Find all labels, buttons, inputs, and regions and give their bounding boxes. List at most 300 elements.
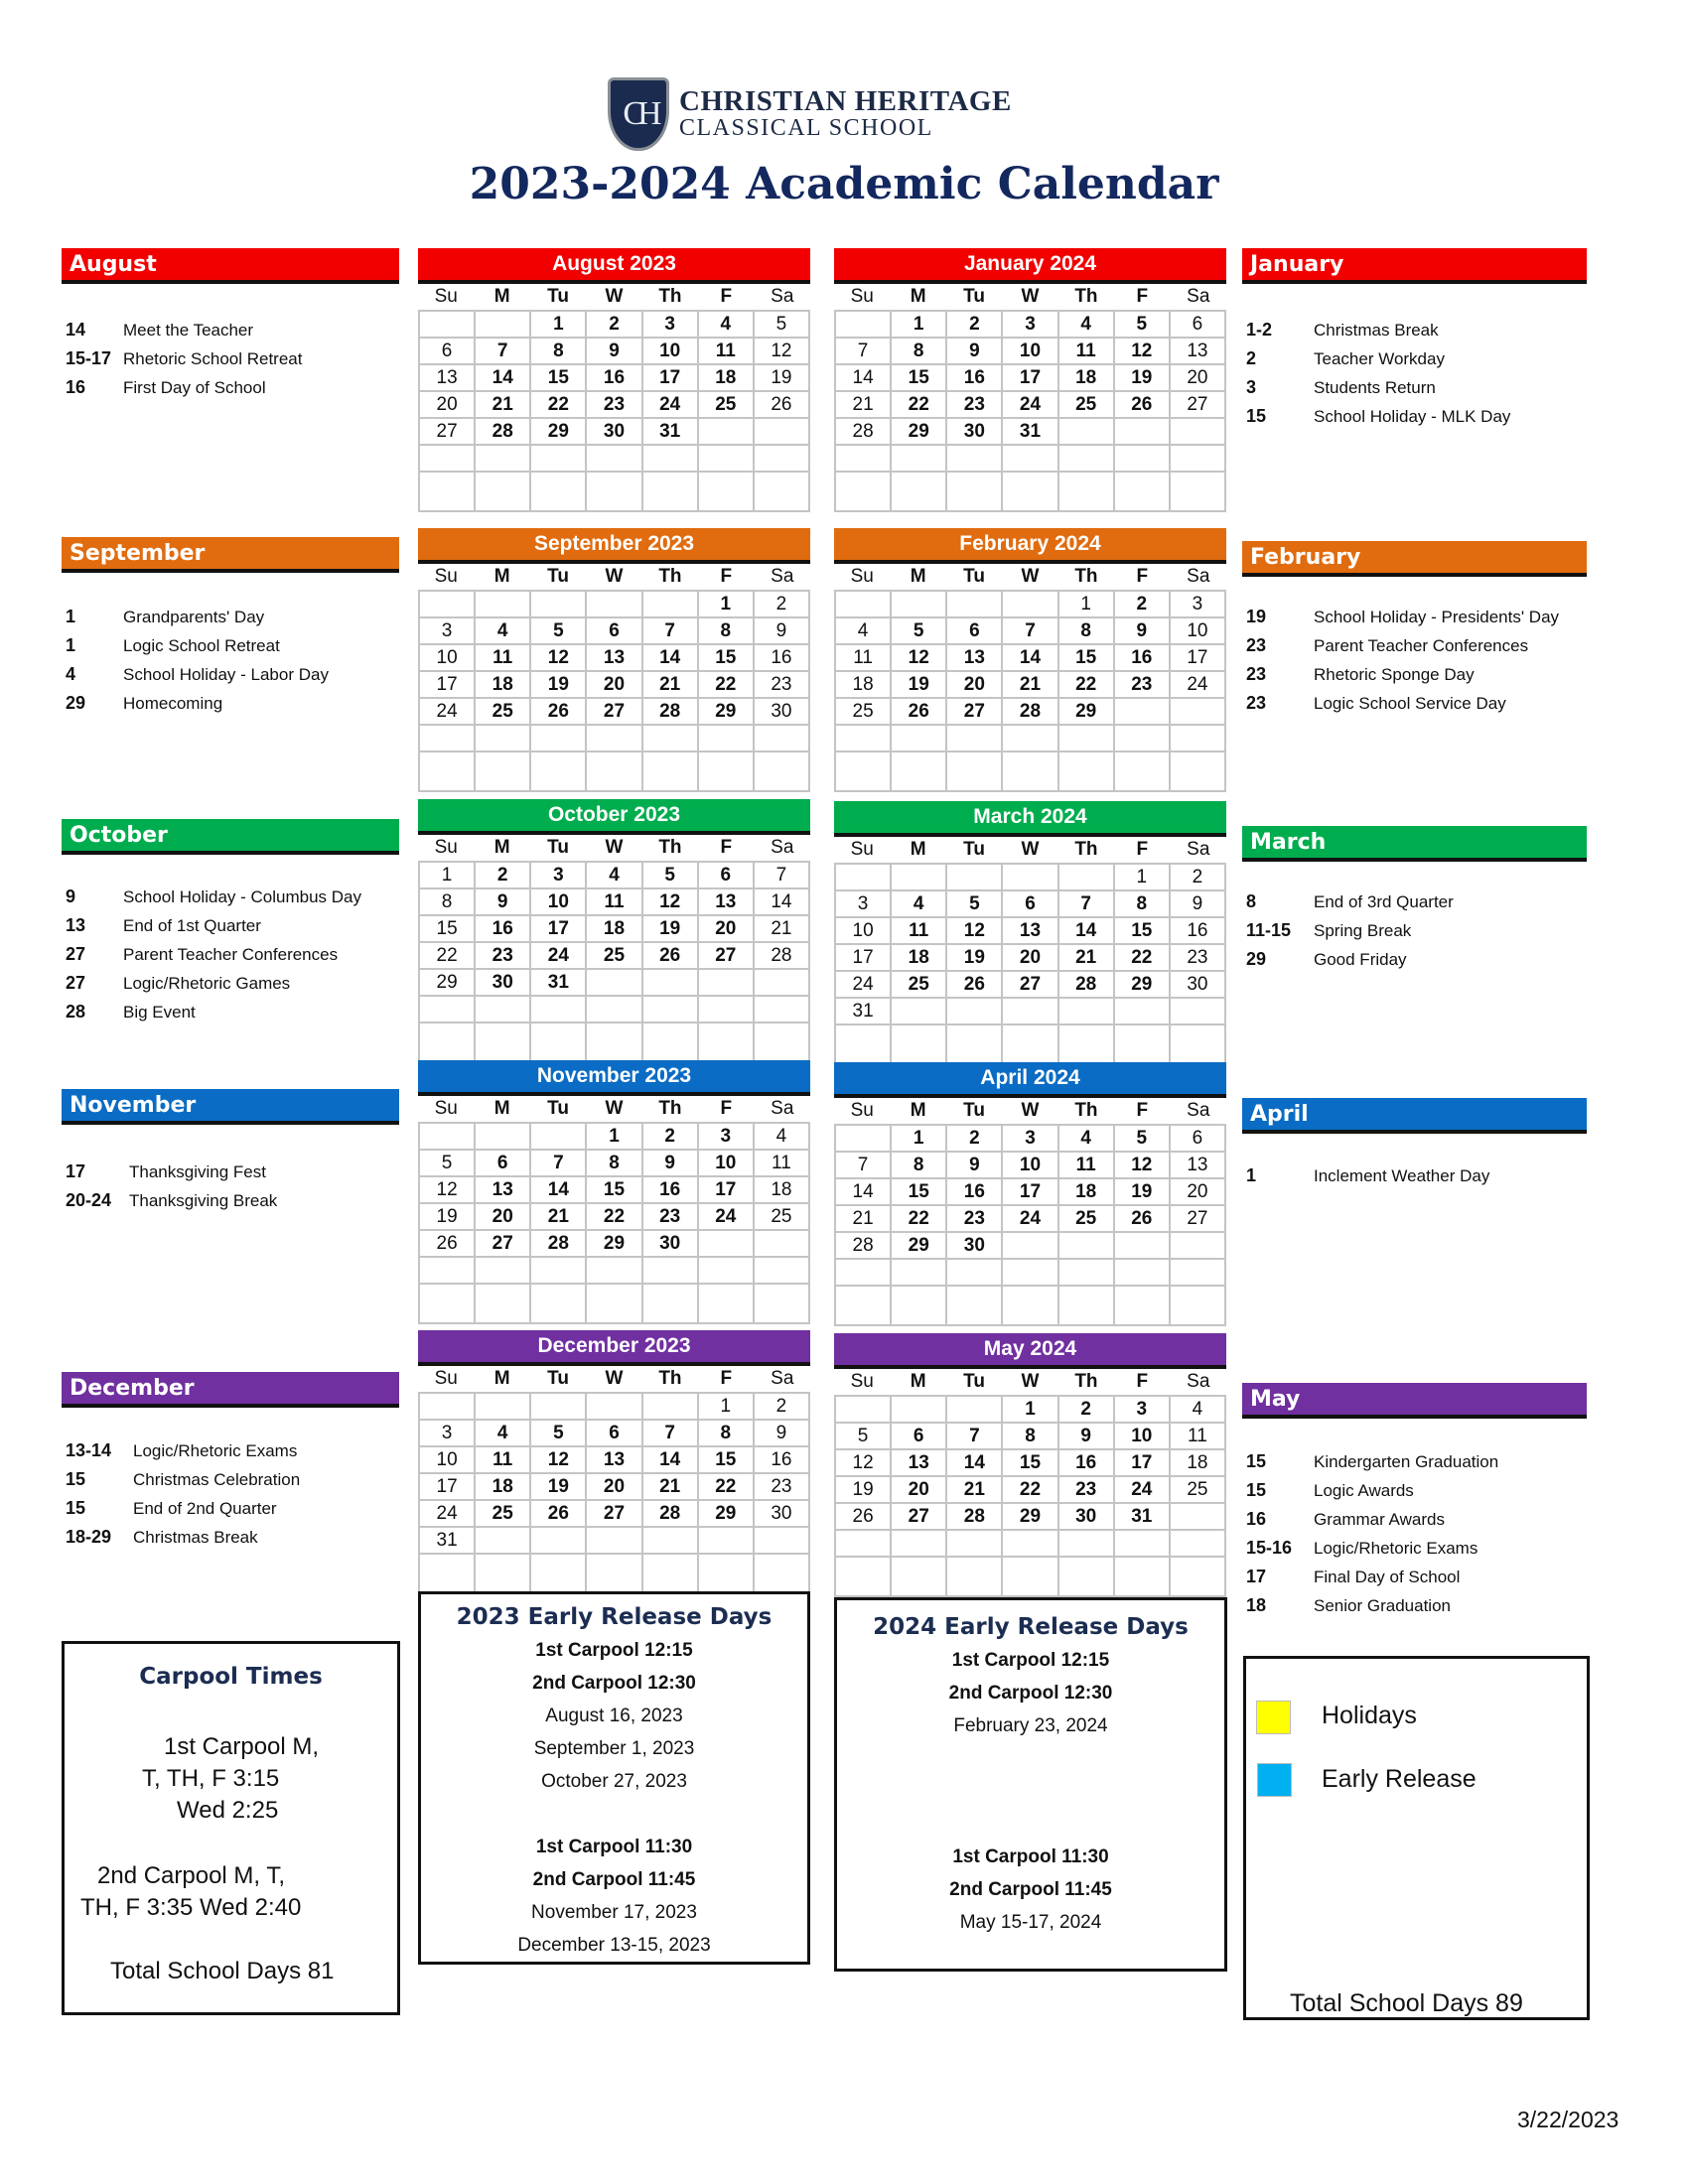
weekday-row: [834, 284, 1226, 310]
event-item: [1246, 373, 1510, 402]
day-cell: [476, 1285, 531, 1324]
day-cell: [1115, 999, 1171, 1025]
early-release-line: August 16, 2023: [545, 1706, 683, 1726]
event-date: 1: [66, 607, 76, 626]
day-cell: 15: [892, 365, 947, 392]
day-cell: [643, 726, 699, 752]
day-cell: [755, 419, 810, 446]
weekday-label: Th: [658, 1098, 682, 1119]
day-cell: [587, 446, 642, 473]
day-cell: 10: [1003, 339, 1058, 365]
day-cell: [476, 312, 531, 339]
early-release-line: [837, 1775, 1224, 1808]
day-cell: [836, 1531, 892, 1558]
day-cell: [755, 726, 810, 752]
day-cell: [420, 473, 476, 512]
day-cell: [1115, 1531, 1171, 1558]
event-item: [1246, 1476, 1498, 1505]
day-cell: 13: [699, 889, 755, 916]
day-cell: 19: [947, 945, 1003, 972]
day-cell: [892, 726, 947, 752]
day-cell: [836, 312, 892, 339]
day-cell: [1115, 699, 1171, 726]
day-cell: 26: [755, 392, 810, 419]
day-cell: 24: [699, 1204, 755, 1231]
day-cell: 3: [531, 863, 587, 889]
day-cell: 29: [699, 699, 755, 726]
event-item: [66, 911, 361, 940]
event-list-march: [1246, 887, 1454, 974]
weekday-label: W: [605, 566, 624, 587]
weekday-label: W: [1021, 1371, 1040, 1392]
event-text: Good Friday: [1314, 950, 1407, 969]
event-text: Kindergarten Graduation: [1314, 1452, 1499, 1471]
event-text: Logic/Rhetoric Exams: [133, 1441, 298, 1460]
day-cell: 1: [699, 1394, 755, 1421]
day-cell: 26: [836, 1504, 892, 1531]
early-release-line: [837, 1742, 1224, 1775]
day-cell: [1003, 473, 1058, 512]
day-cell: 2: [1059, 1397, 1115, 1424]
event-text: Spring Break: [1314, 921, 1412, 940]
day-cell: 19: [1115, 1179, 1171, 1206]
event-text: Homecoming: [123, 694, 223, 713]
carpool-line: 2nd Carpool M, T,: [97, 1862, 285, 1889]
weekday-label: Sa: [771, 1098, 794, 1119]
event-date: 23: [1246, 664, 1267, 684]
event-item: [1246, 1447, 1498, 1476]
day-cell: [1059, 1233, 1115, 1260]
day-cell: 20: [476, 1204, 531, 1231]
event-text: School Holiday - Columbus Day: [123, 887, 361, 906]
day-cell: 1: [1059, 592, 1115, 618]
day-cell: 1: [892, 312, 947, 339]
calendar-day-grid: [418, 1122, 810, 1324]
day-cell: 24: [420, 699, 476, 726]
day-cell: [531, 1258, 587, 1285]
day-cell: 8: [892, 339, 947, 365]
day-cell: 13: [1171, 1153, 1226, 1179]
day-cell: 6: [1003, 891, 1058, 918]
day-cell: [643, 446, 699, 473]
event-list-november: [66, 1158, 277, 1215]
day-cell: 19: [892, 672, 947, 699]
event-item: [1246, 1591, 1498, 1620]
day-cell: 11: [699, 339, 755, 365]
event-item: [1246, 316, 1510, 344]
day-cell: 6: [699, 863, 755, 889]
weekday-label: W: [605, 837, 624, 858]
event-date: 29: [1246, 949, 1267, 969]
event-text: Teacher Workday: [1314, 349, 1445, 368]
weekday-label: Th: [658, 286, 682, 307]
day-cell: 17: [531, 916, 587, 943]
day-cell: 1: [531, 312, 587, 339]
event-item: [66, 1523, 300, 1552]
event-text: Senior Graduation: [1314, 1596, 1451, 1615]
early-release-line: October 27, 2023: [541, 1771, 687, 1792]
day-cell: 12: [643, 889, 699, 916]
day-cell: [947, 1531, 1003, 1558]
day-cell: [1115, 1558, 1171, 1597]
day-cell: [1003, 1025, 1058, 1065]
event-date: 27: [66, 944, 86, 964]
weekday-row: [418, 1096, 810, 1122]
early-release-line: 1st Carpool 12:15: [951, 1650, 1110, 1671]
weekday-label: M: [910, 839, 926, 860]
day-cell: 24: [643, 392, 699, 419]
event-text: Inclement Weather Day: [1314, 1166, 1490, 1185]
day-cell: [531, 1124, 587, 1151]
day-cell: [587, 726, 642, 752]
weekday-label: M: [910, 566, 926, 587]
early-release-line: 1st Carpool 11:30: [535, 1837, 693, 1857]
event-item: [66, 998, 361, 1026]
day-cell: 26: [947, 972, 1003, 999]
day-cell: 8: [420, 889, 476, 916]
day-cell: 21: [643, 672, 699, 699]
early-release-line: 2nd Carpool 11:45: [532, 1869, 696, 1890]
day-cell: [1059, 726, 1115, 752]
event-date: 18-29: [66, 1527, 112, 1547]
day-cell: 15: [1003, 1450, 1058, 1477]
day-cell: [587, 1555, 642, 1594]
day-cell: [947, 1558, 1003, 1597]
day-cell: [643, 473, 699, 512]
early-release-2023-box: [418, 1591, 810, 1965]
day-cell: 23: [1171, 945, 1226, 972]
day-cell: [892, 1025, 947, 1065]
calendar-day-grid: [418, 1392, 810, 1594]
day-cell: 12: [531, 645, 587, 672]
day-cell: 14: [755, 889, 810, 916]
day-cell: 24: [1003, 392, 1058, 419]
day-cell: 25: [476, 1501, 531, 1528]
revision-date: 3/22/2023: [1517, 2107, 1619, 2132]
day-cell: 23: [1115, 672, 1171, 699]
weekday-label: Th: [1074, 839, 1098, 860]
calendar-day-grid: [834, 310, 1226, 512]
day-cell: 7: [643, 1421, 699, 1447]
day-cell: 27: [587, 699, 642, 726]
day-cell: [699, 1231, 755, 1258]
day-cell: [476, 446, 531, 473]
day-cell: 11: [1059, 339, 1115, 365]
day-cell: [476, 473, 531, 512]
day-cell: 18: [476, 1474, 531, 1501]
weekday-label: Sa: [771, 286, 794, 307]
day-cell: 11: [755, 1151, 810, 1177]
weekday-label: Sa: [771, 837, 794, 858]
school-name-line2: CLASSICAL SCHOOL: [679, 115, 933, 141]
day-cell: 30: [755, 1501, 810, 1528]
day-cell: [1171, 419, 1226, 446]
day-cell: 23: [476, 943, 531, 970]
day-cell: [587, 1024, 642, 1063]
day-cell: 6: [1171, 1126, 1226, 1153]
day-cell: 21: [836, 1206, 892, 1233]
day-cell: [836, 752, 892, 792]
day-cell: [643, 1258, 699, 1285]
weekday-label: F: [1136, 1100, 1149, 1121]
weekday-label: F: [1136, 286, 1149, 307]
event-date: 1: [1246, 1165, 1257, 1185]
event-date: 1-2: [1246, 320, 1273, 340]
calendar-september-2023: [418, 528, 810, 792]
day-cell: 1: [699, 592, 755, 618]
day-cell: 15: [420, 916, 476, 943]
calendar-month-header: March 2024: [834, 801, 1226, 837]
event-list-october: [66, 883, 361, 1026]
day-cell: [755, 1258, 810, 1285]
day-cell: 18: [1059, 365, 1115, 392]
calendar-april-2024: [834, 1062, 1226, 1326]
day-cell: 4: [1059, 312, 1115, 339]
day-cell: [1003, 1558, 1058, 1597]
day-cell: 26: [1115, 392, 1171, 419]
day-cell: 26: [531, 1501, 587, 1528]
day-cell: [420, 1124, 476, 1151]
event-item: [66, 689, 329, 718]
day-cell: [1171, 1558, 1226, 1597]
day-cell: [947, 726, 1003, 752]
day-cell: [587, 1528, 642, 1555]
day-cell: 30: [587, 419, 642, 446]
day-cell: 23: [643, 1204, 699, 1231]
day-cell: [1171, 1504, 1226, 1531]
event-text: Logic/Rhetoric Games: [123, 974, 291, 993]
day-cell: 30: [947, 419, 1003, 446]
event-item: [1246, 1505, 1498, 1534]
day-cell: [1115, 473, 1171, 512]
day-cell: 28: [836, 419, 892, 446]
event-text: Rhetoric School Retreat: [123, 349, 303, 368]
day-cell: 13: [476, 1177, 531, 1204]
event-item: [66, 1436, 300, 1465]
early-release-line: 2nd Carpool 12:30: [948, 1683, 1113, 1704]
day-cell: 15: [892, 1179, 947, 1206]
day-cell: 5: [947, 891, 1003, 918]
early-release-swatch: [1257, 1763, 1292, 1797]
day-cell: 6: [587, 618, 642, 645]
day-cell: 3: [643, 312, 699, 339]
weekday-label: Sa: [771, 1368, 794, 1389]
day-cell: 7: [531, 1151, 587, 1177]
event-text: Logic Awards: [1314, 1481, 1414, 1500]
day-cell: [1003, 592, 1058, 618]
day-cell: 9: [643, 1151, 699, 1177]
day-cell: 12: [1115, 339, 1171, 365]
page-title: 2023-2024 Academic Calendar: [469, 159, 1219, 209]
event-list-december: [66, 1436, 300, 1552]
day-cell: 9: [947, 1153, 1003, 1179]
event-text: Christmas Break: [1314, 321, 1439, 340]
event-text: Logic/Rhetoric Exams: [1314, 1539, 1478, 1558]
event-date: 23: [1246, 693, 1267, 713]
day-cell: [1115, 752, 1171, 792]
weekday-label: Su: [434, 837, 458, 858]
day-cell: [420, 1285, 476, 1324]
day-cell: 2: [947, 312, 1003, 339]
day-cell: [1003, 1260, 1058, 1287]
day-cell: 16: [755, 645, 810, 672]
day-cell: [947, 592, 1003, 618]
weekday-row: [418, 284, 810, 310]
legend-box: [1243, 1656, 1590, 2020]
calendar-october-2023: [418, 799, 810, 1063]
weekday-row: [834, 1369, 1226, 1395]
day-cell: [699, 1024, 755, 1063]
event-date: 18: [1246, 1595, 1267, 1615]
day-cell: 29: [892, 1233, 947, 1260]
carpool-line: 1st Carpool M,: [164, 1733, 320, 1760]
event-text: Grandparents' Day: [123, 608, 265, 626]
day-cell: 27: [476, 1231, 531, 1258]
day-cell: 22: [420, 943, 476, 970]
day-cell: 30: [643, 1231, 699, 1258]
day-cell: 25: [836, 699, 892, 726]
day-cell: 14: [476, 365, 531, 392]
weekday-label: W: [605, 1098, 624, 1119]
day-cell: [476, 726, 531, 752]
day-cell: [531, 473, 587, 512]
weekday-label: Su: [434, 1368, 458, 1389]
event-date: 13: [66, 915, 86, 935]
day-cell: 18: [587, 916, 642, 943]
day-cell: 1: [1003, 1397, 1058, 1424]
day-cell: 2: [587, 312, 642, 339]
day-cell: 28: [836, 1233, 892, 1260]
weekday-label: Sa: [1187, 286, 1210, 307]
event-text: School Holiday - Presidents' Day: [1314, 608, 1560, 626]
day-cell: [643, 970, 699, 997]
day-cell: [947, 1025, 1003, 1065]
event-date: 16: [66, 377, 86, 397]
day-cell: [1003, 1233, 1058, 1260]
weekday-label: Th: [1074, 566, 1098, 587]
weekday-label: Su: [850, 839, 874, 860]
event-text: Parent Teacher Conferences: [123, 945, 339, 964]
day-cell: [531, 1024, 587, 1063]
weekday-label: Sa: [771, 566, 794, 587]
day-cell: [947, 1287, 1003, 1326]
day-cell: 9: [947, 339, 1003, 365]
early-release-line: 2nd Carpool 11:45: [949, 1879, 1112, 1900]
day-cell: [699, 726, 755, 752]
day-cell: 25: [587, 943, 642, 970]
day-cell: [1059, 1558, 1115, 1597]
calendar-may-2024: [834, 1333, 1226, 1597]
day-cell: 25: [892, 972, 947, 999]
day-cell: 26: [892, 699, 947, 726]
day-cell: 21: [531, 1204, 587, 1231]
day-cell: [1003, 446, 1058, 473]
day-cell: [1171, 1531, 1226, 1558]
day-cell: 4: [699, 312, 755, 339]
early-release-line: 2nd Carpool 12:30: [532, 1673, 696, 1694]
day-cell: 6: [587, 1421, 642, 1447]
event-date: 20-24: [66, 1190, 112, 1210]
day-cell: 27: [1003, 972, 1058, 999]
weekday-label: Th: [1074, 1371, 1098, 1392]
crest-icon: [608, 77, 669, 151]
day-cell: 8: [531, 339, 587, 365]
day-cell: 25: [755, 1204, 810, 1231]
carpool-line: TH, F 3:35 Wed 2:40: [80, 1894, 302, 1921]
calendar-march-2024: [834, 801, 1226, 1065]
day-cell: 19: [755, 365, 810, 392]
day-cell: [836, 1126, 892, 1153]
day-cell: [476, 1394, 531, 1421]
day-cell: [892, 999, 947, 1025]
day-cell: [699, 997, 755, 1024]
early-release-line: November 17, 2023: [531, 1902, 697, 1923]
day-cell: 20: [699, 916, 755, 943]
day-cell: 22: [699, 1474, 755, 1501]
day-cell: 10: [1115, 1424, 1171, 1450]
day-cell: [699, 1528, 755, 1555]
section-header-march: March: [1242, 826, 1587, 862]
day-cell: 6: [420, 339, 476, 365]
day-cell: [755, 1285, 810, 1324]
weekday-label: Sa: [1187, 1100, 1210, 1121]
weekday-label: Tu: [963, 286, 985, 307]
day-cell: 10: [1171, 618, 1226, 645]
day-cell: 4: [476, 1421, 531, 1447]
day-cell: 8: [892, 1153, 947, 1179]
day-cell: [1115, 1287, 1171, 1326]
section-header-february: February: [1242, 541, 1587, 577]
early-release-line: February 23, 2024: [953, 1715, 1108, 1736]
event-text: Christmas Celebration: [133, 1470, 301, 1489]
day-cell: 9: [755, 618, 810, 645]
event-date: 15: [66, 1498, 86, 1518]
event-text: Final Day of School: [1314, 1568, 1461, 1586]
day-cell: 29: [892, 419, 947, 446]
weekday-label: F: [1136, 1371, 1149, 1392]
early-release-line: [837, 1808, 1224, 1841]
calendar-month-header: December 2023: [418, 1330, 810, 1366]
day-cell: 4: [1059, 1126, 1115, 1153]
day-cell: 13: [1171, 339, 1226, 365]
event-text: Students Return: [1314, 378, 1436, 397]
day-cell: 29: [699, 1501, 755, 1528]
day-cell: 6: [892, 1424, 947, 1450]
day-cell: 16: [947, 1179, 1003, 1206]
weekday-label: W: [605, 286, 624, 307]
early-release-line: December 13-15, 2023: [517, 1935, 711, 1956]
day-cell: [1171, 752, 1226, 792]
event-list-may: [1246, 1447, 1498, 1620]
day-cell: [947, 1397, 1003, 1424]
day-cell: 16: [476, 916, 531, 943]
weekday-label: F: [720, 1098, 733, 1119]
day-cell: [1171, 473, 1226, 512]
day-cell: [420, 726, 476, 752]
day-cell: 3: [1003, 1126, 1058, 1153]
weekday-label: F: [720, 837, 733, 858]
day-cell: 5: [531, 618, 587, 645]
day-cell: 10: [420, 1447, 476, 1474]
weekday-label: W: [1021, 566, 1040, 587]
event-text: End of 2nd Quarter: [133, 1499, 277, 1518]
day-cell: [1115, 446, 1171, 473]
event-date: 3: [1246, 377, 1257, 397]
day-cell: 1: [587, 1124, 642, 1151]
day-cell: 11: [836, 645, 892, 672]
day-cell: 12: [755, 339, 810, 365]
day-cell: 3: [699, 1124, 755, 1151]
